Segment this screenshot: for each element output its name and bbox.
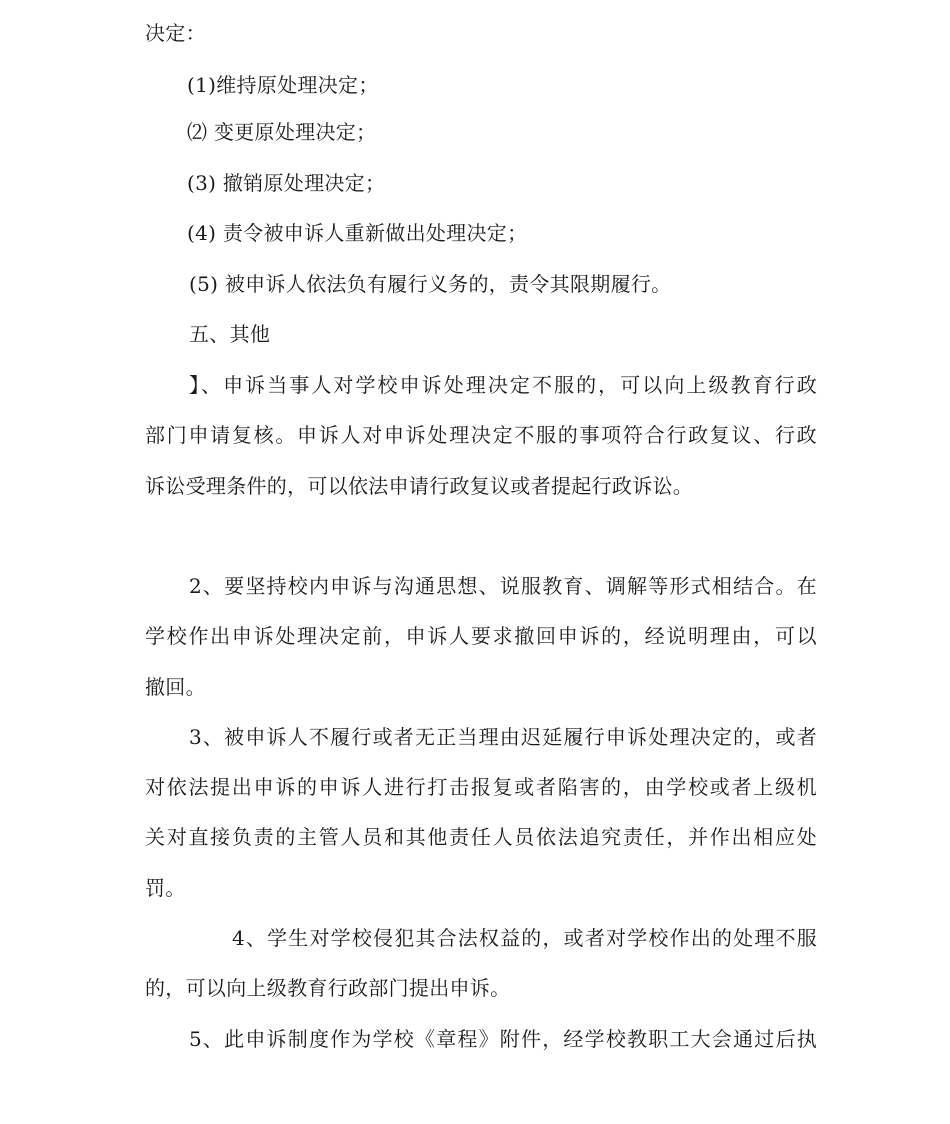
text-line: 3、被申诉人不履行或者无正当理由迟延履行申诉处理决定的，或者	[189, 725, 817, 749]
section-heading: 五、其他	[189, 322, 271, 346]
text-line: 诉讼受理条件的，可以依法申请行政复议或者提起行政诉讼。	[145, 474, 694, 498]
text-line: (1)维持原处理决定；	[187, 73, 379, 97]
text-line: 4、学生对学校侵犯其合法权益的，或者对学校作出的处理不服	[232, 926, 817, 950]
text-line: ⑵ 变更原处理决定；	[187, 120, 377, 144]
text-line: 罚。	[145, 876, 186, 900]
text-line: 】、申诉当事人对学校申诉处理决定不服的，可以向上级教育行政	[189, 373, 817, 397]
text-line: 的，可以向上级教育行政部门提出申诉。	[145, 976, 511, 1000]
text-line: 部门申请复核。申诉人对申诉处理决定不服的事项符合行政复议、行政	[145, 423, 817, 447]
text-line: 撤回。	[145, 675, 206, 699]
text-line: (3) 撤销原处理决定；	[187, 171, 386, 195]
text-line: 关对直接负责的主管人员和其他责任人员依法追究责任，并作出相应处	[145, 825, 817, 849]
text-line: 决定：	[145, 21, 206, 45]
text-line: 对依法提出申诉的申诉人进行打击报复或者陷害的，由学校或者上级机	[145, 775, 817, 799]
text-line: (4) 责令被申诉人重新做出处理决定；	[187, 221, 528, 245]
text-line: 学校作出申诉处理决定前，申诉人要求撤回申诉的，经说明理由，可以	[145, 624, 817, 648]
text-line: (5) 被申诉人依法负有履行义务的，责令其限期履行。	[189, 272, 672, 296]
text-line: 2、要坚持校内申诉与沟通思想、说服教育、调解等形式相结合。在	[189, 574, 817, 598]
text-line: 5、此申诉制度作为学校《章程》附件，经学校教职工大会通过后执	[189, 1027, 817, 1051]
